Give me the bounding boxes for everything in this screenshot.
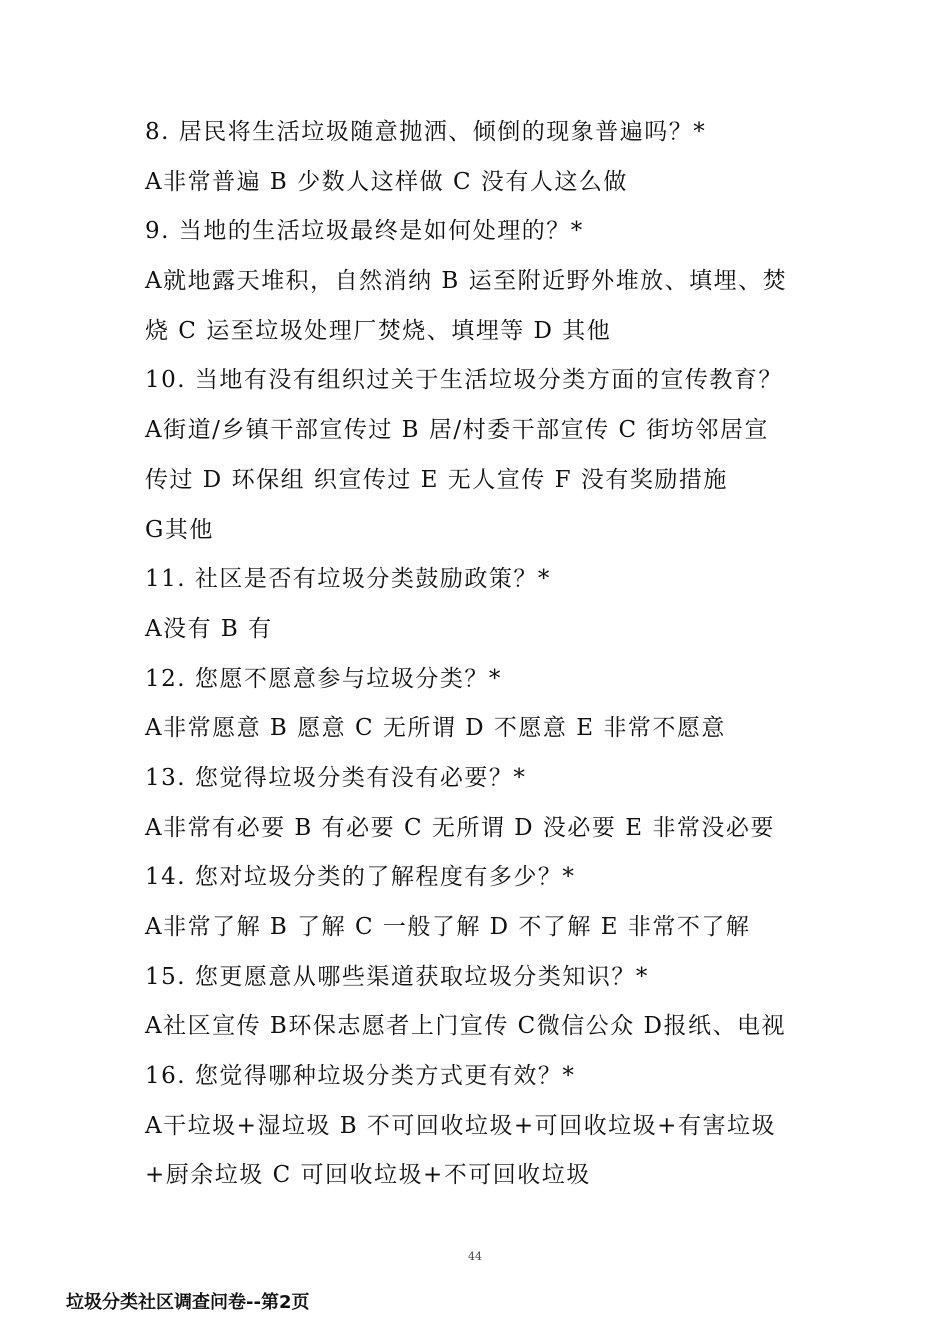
- question-10-options: A街道/乡镇干部宣传过 B 居/村委干部宣传 C 街坊邻居宣: [145, 417, 769, 444]
- question-12: 12. 您愿不愿意参与垃圾分类？*: [145, 665, 502, 692]
- question-16: 16. 您觉得哪种垃圾分类方式更有效？*: [145, 1063, 576, 1090]
- page-footer: 垃圾分类社区调查问卷--第2页: [66, 1292, 310, 1313]
- question-9-options: A就地露天堆积，自然消纳 B 运至附近野外堆放、填埋、焚: [145, 268, 788, 295]
- question-14-options: A非常了解 B 了解 C 一般了解 D 不了解 E 非常不了解: [145, 914, 751, 940]
- question-8: 8. 居民将生活垃圾随意抛洒、倾倒的现象普遍吗？*: [145, 119, 707, 145]
- question-16-options-cont: +厨余垃圾 C 可回收垃圾+不可回收垃圾: [145, 1162, 591, 1189]
- question-10: 10. 当地有没有组织过关于生活垃圾分类方面的宣传教育？: [145, 367, 783, 394]
- page-number: 44: [468, 1250, 482, 1263]
- question-15: 15. 您更愿意从哪些渠道获取垃圾分类知识？*: [145, 963, 649, 990]
- question-14: 14. 您对垃圾分类的了解程度有多少？*: [145, 864, 576, 891]
- question-15-options: A社区宣传 B环保志愿者上门宣传 C微信公众 D报纸、电视: [145, 1013, 786, 1040]
- question-10-options-end: G其他: [145, 516, 214, 543]
- question-8-options: A非常普遍 B 少数人这样做 C 没有人这么做: [145, 168, 628, 195]
- survey-content: [145, 108, 825, 1201]
- question-9-options-cont: 烧 C 运至垃圾处理厂焚烧、填埋等 D 其他: [145, 317, 612, 344]
- question-10-options-cont: 传过 D 环保组 织宣传过 E 无人宣传 F 没有奖励措施: [145, 466, 728, 493]
- question-9: 9. 当地的生活垃圾最终是如何处理的？*: [145, 218, 584, 245]
- question-13: 13. 您觉得垃圾分类有没有必要？*: [145, 764, 527, 791]
- question-16-options: A干垃圾+湿垃圾 B 不可回收垃圾+可回收垃圾+有害垃圾: [145, 1112, 776, 1139]
- question-12-options: A非常愿意 B 愿意 C 无所谓 D 不愿意 E 非常不愿意: [145, 715, 726, 742]
- question-13-options: A非常有必要 B 有必要 C 无所谓 D 没必要 E 非常没必要: [145, 814, 775, 841]
- question-11: 11. 社区是否有垃圾分类鼓励政策？*: [145, 566, 551, 593]
- question-11-options: A没有 B 有: [145, 615, 273, 642]
